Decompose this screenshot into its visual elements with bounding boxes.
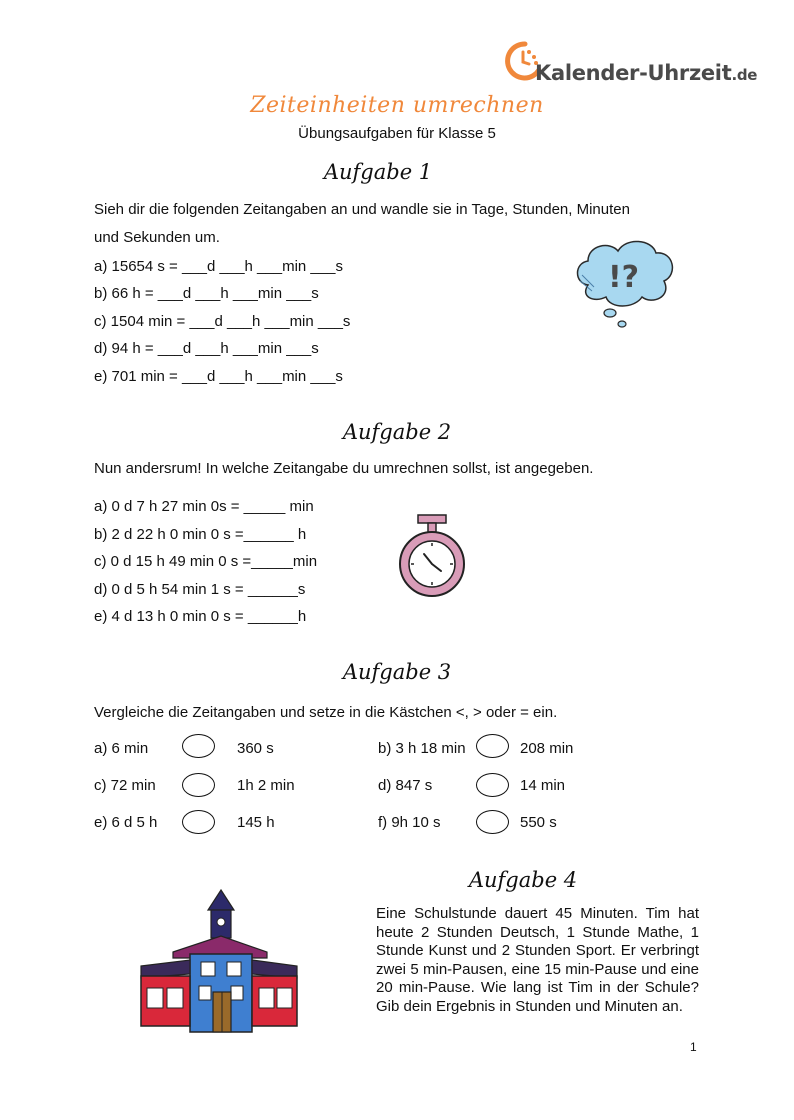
task2-item-c: c) 0 d 15 h 49 min 0 s =_____min [94,553,318,570]
compare-box-d[interactable] [476,773,509,797]
task2-item-b: b) 2 d 22 h 0 min 0 s =______ h [94,526,307,543]
page-number: 1 [690,1040,697,1054]
document-subtitle: Übungsaufgaben für Klasse 5 [298,125,496,142]
task1-item-d: d) 94 h = ___d ___h ___min ___s [94,340,319,357]
task1-item-e: e) 701 min = ___d ___h ___min ___s [94,368,343,385]
task3-intro: Vergleiche die Zeitangaben und setze in die Kästchen <, > oder = ein. [94,704,558,721]
task2-heading: Aufgabe 2 [342,420,452,444]
task3-a-left: a) 6 min [94,740,149,757]
compare-box-b[interactable] [476,734,509,758]
task3-a-right: 360 s [237,740,274,757]
task2-item-d: d) 0 d 5 h 54 min 1 s = ______s [94,581,306,598]
thought-bubble-icon [572,235,678,331]
task3-c-right: 1h 2 min [237,777,295,794]
task3-heading: Aufgabe 3 [342,660,452,684]
task1-heading: Aufgabe 1 [323,160,433,184]
task3-e-right: 145 h [237,814,275,831]
task1-item-a: a) 15654 s = ___d ___h ___min ___s [94,258,343,275]
bubble-glyphs: !? [608,260,640,295]
compare-box-a[interactable] [182,734,215,758]
school-house-icon [135,888,300,1036]
task1-intro-line2: und Sekunden um. [94,229,220,246]
task3-f-right: 550 s [520,814,557,831]
task3-d-right: 14 min [520,777,566,794]
task2-intro: Nun andersrum! In welche Zeitangabe du umrechnen sollst, ist angegeben. [94,460,594,477]
task2-item-e: e) 4 d 13 h 0 min 0 s = ______h [94,608,307,625]
task3-b-left: b) 3 h 18 min [378,740,466,757]
compare-box-e[interactable] [182,810,215,834]
site-logo [505,40,758,90]
stopwatch-icon [395,513,469,597]
compare-box-f[interactable] [476,810,509,834]
logo-wordmark: Kalender-Uhrzeit.de [535,61,758,85]
task3-e-left: e) 6 d 5 h [94,814,158,831]
compare-box-c[interactable] [182,773,215,797]
task1-item-c: c) 1504 min = ___d ___h ___min ___s [94,313,351,330]
task4-heading: Aufgabe 4 [468,868,578,892]
task3-d-left: d) 847 s [378,777,433,794]
task1-intro-line1: Sieh dir die folgenden Zeitangaben an und wandle sie in Tage, Stunden, Minuten [94,201,630,218]
task1-item-b: b) 66 h = ___d ___h ___min ___s [94,285,319,302]
task3-c-left: c) 72 min [94,777,156,794]
task3-f-left: f) 9h 10 s [378,814,441,831]
task4-text: Eine Schulstunde dauert 45 Minuten. Tim hat heute 2 Stunden Deutsch, 1 Stunde Mathe, 1 Stunde Kunst und 2 Stunden Sport. Er verbringt zwei 5 min-Pausen, eine 15 min-Pause und eine 20 min-Pause. Wie lang ist Tim in der Schule? Gib dein Ergebnis in Stunden und Minuten an. [376,905,699,1015]
document-title: Zeiteinheiten umrechnen [250,93,544,118]
task2-item-a: a) 0 d 7 h 27 min 0s = _____ min [94,498,314,515]
task3-b-right: 208 min [520,740,574,757]
